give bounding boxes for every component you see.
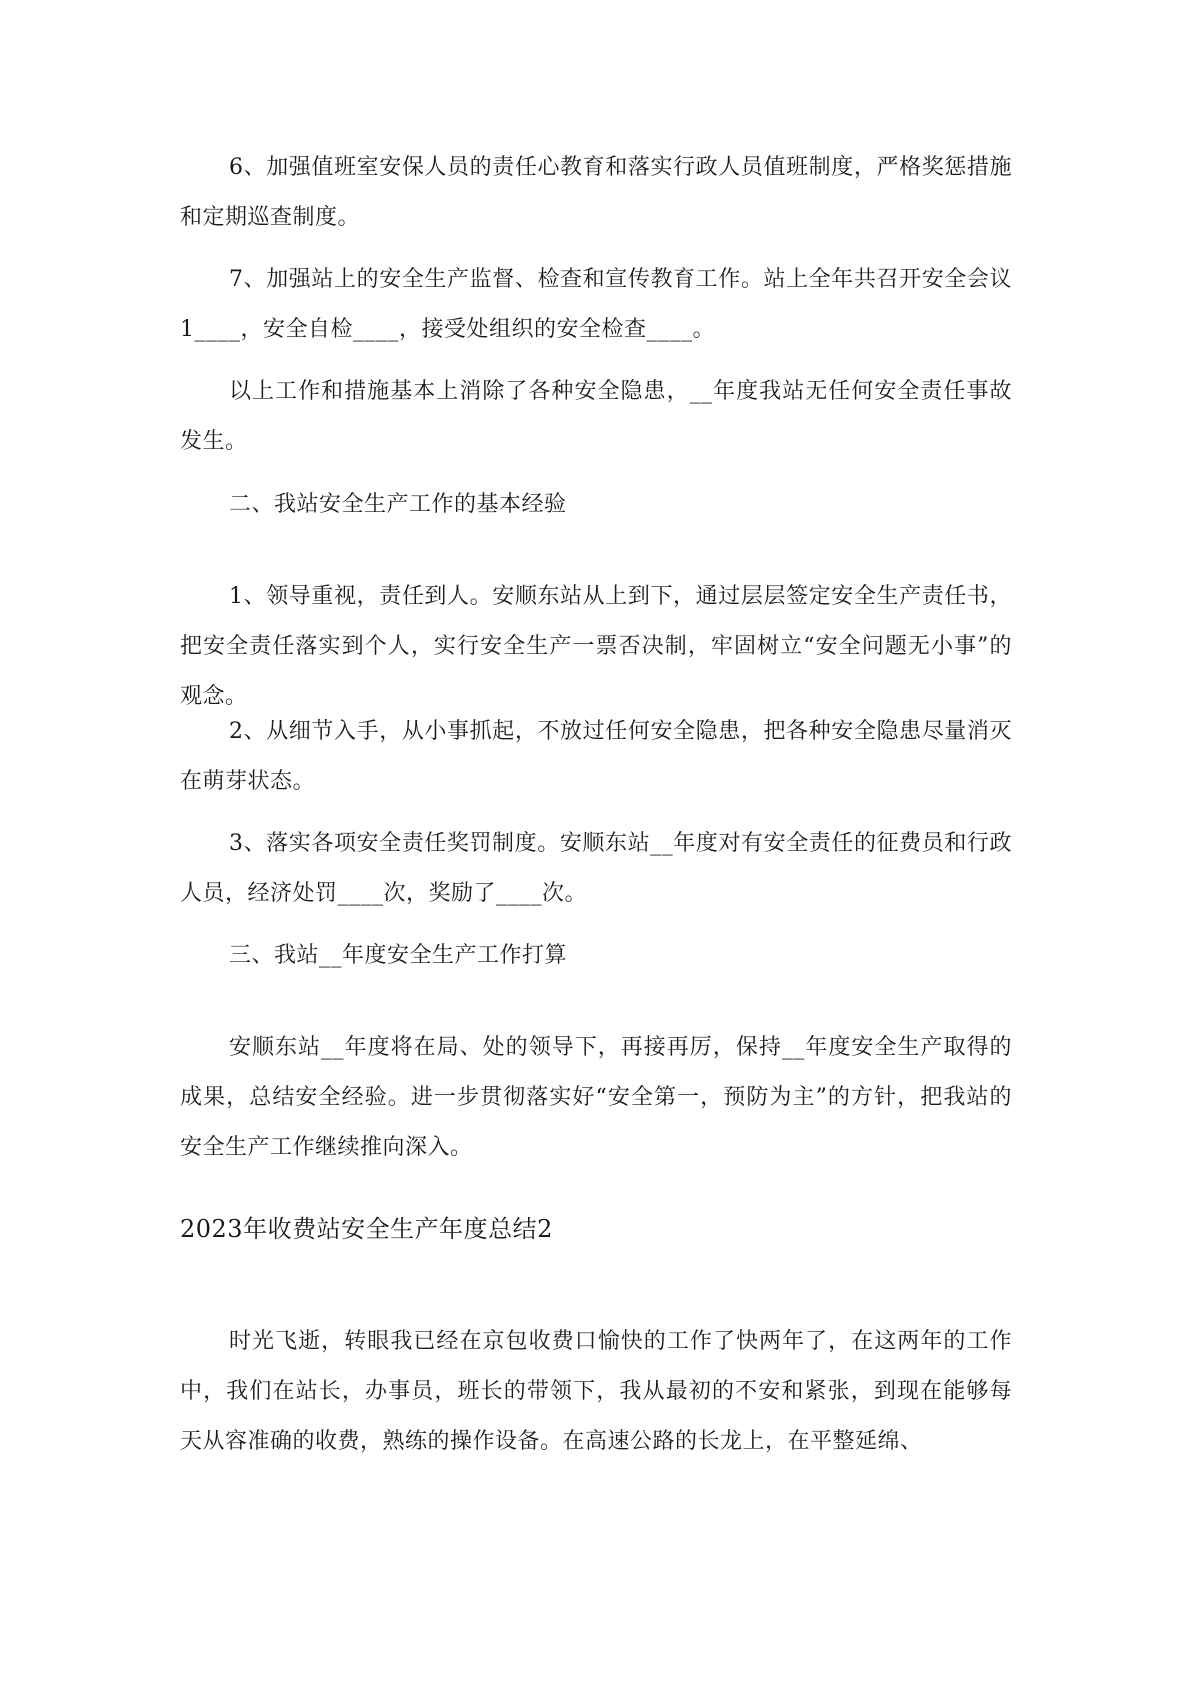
section-heading-experience: 二、我站安全生产工作的基本经验	[229, 492, 567, 517]
paragraph-summary: 以上工作和措施基本上消除了各种安全隐患，__年度我站无任何安全责任事故发生。	[180, 379, 1012, 454]
paragraph-item-6: 6、加强值班室安保人员的责任心教育和落实行政人员值班制度，严格奖惩措施和定期巡查制度。	[180, 155, 1012, 230]
section-title: 2023年收费站安全生产年度总结2	[180, 1215, 553, 1243]
paragraph-section2-intro: 时光飞逝，转眼我已经在京包收费口愉快的工作了快两年了，在这两年的工作中，我们在站长，办事员，班长的带领下，我从最初的不安和紧张，到现在能够每天从容准确的收费，熟练的操作设备。在高速公路的长龙上，在平整延绵、	[180, 1329, 1012, 1454]
paragraph-experience-2: 2、从细节入手，从小事抓起，不放过任何安全隐患，把各种安全隐患尽量消灭在萌芽状态。	[180, 719, 1012, 794]
paragraph-experience-3: 3、落实各项安全责任奖罚制度。安顺东站__年度对有安全责任的征费员和行政人员，经济处罚____次，奖励了____次。	[180, 831, 1012, 906]
paragraph-plan: 安顺东站__年度将在局、处的领导下，再接再厉，保持__年度安全生产取得的成果，总结安全经验。进一步贯彻落实好“安全第一，预防为主”的方针，把我站的安全生产工作继续推向深入。	[180, 1035, 1012, 1160]
paragraph-experience-1: 1、领导重视，责任到人。安顺东站从上到下，通过层层签定安全生产责任书，把安全责任落实到个人，实行安全生产一票否决制，牢固树立“安全问题无小事”的观念。	[180, 584, 1012, 709]
paragraph-item-7: 7、加强站上的安全生产监督、检查和宣传教育工作。站上全年共召开安全会议1____，安全自检____，接受处组织的安全检查____。	[180, 267, 1012, 342]
section-heading-plan: 三、我站__年度安全生产工作打算	[229, 943, 568, 968]
